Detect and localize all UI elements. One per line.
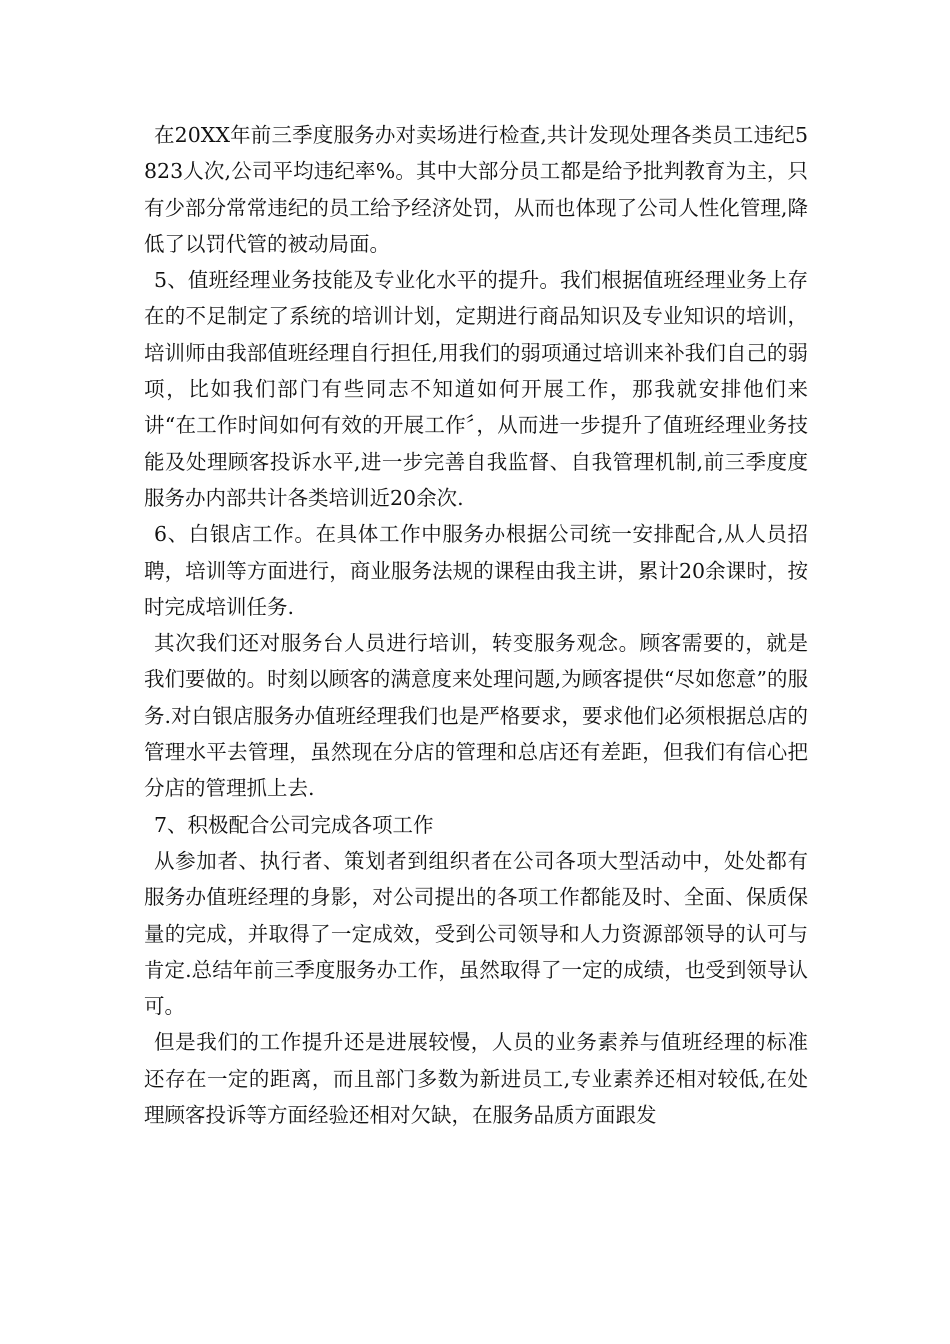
paragraph-shortcomings: 但是我们的工作提升还是进展较慢，人员的业务素养与值班经理的标准还存在一定的距离，而且部门多数为新进员工,专业素养还相对较低,在处理顾客投诉等方面经验还相对欠缺，在服务品质方面跟发	[144, 1030, 808, 1128]
paragraph-service-desk-training: 其次我们还对服务台人员进行培训，转变服务观念。顾客需要的，就是我们要做的。时刻以顾客的满意度来处理问题,为顾客提供“尽如您意”的服务.对白银店服务办值班经理我们也是严格要求，要求他们必须根据总店的管理水平去管理，虽然现在分店的管理和总店还有差距，但我们有信心把分店的管理抓上去.	[144, 631, 808, 801]
document-body	[144, 117, 808, 1133]
paragraph-heading-cooperation: 7、积极配合公司完成各项工作	[154, 812, 434, 837]
paragraph-baiyin-store: 6、白银店工作。在具体工作中服务办根据公司统一安排配合,从人员招聘，培训等方面进行，商业服务法规的课程由我主讲，累计20余课时，按时完成培训任务.	[144, 522, 808, 619]
paragraph-company-activities: 从参加者、执行者、策划者到组织者在公司各项大型活动中，处处都有服务办值班经理的身影，对公司提出的各项工作都能及时、全面、保质保量的完成，并取得了一定成效，受到公司领导和人力资源部领导的认可与肯定.总结年前三季度服务办工作，虽然取得了一定的成绩，也受到领导认可。	[144, 848, 808, 1019]
paragraph-manager-training: 5、值班经理业务技能及专业化水平的提升。我们根据值班经理业务上存在的不足制定了系统的培训计划，定期进行商品知识及专业知识的培训，培训师由我部值班经理自行担任,用我们的弱项通过培训来补我们自己的弱项，比如我们部门有些同志不知道如何开展工作，那我就安排他们来讲“在工作时间如何有效的开展工作〞，从而进一步提升了值班经理业务技能及处理顾客投诉水平,进一步完善自我监督、自我管理机制,前三季度度服务办内部共计各类培训近20余次.	[144, 268, 808, 510]
paragraph-violation-inspection: 在20XX年前三季度服务办对卖场进行检查,共计发现处理各类员工违纪5823人次,公司平均违纪率%。其中大部分员工都是给予批判教育为主，只有少部分常常违纪的员工给予经济处罚，从而也体现了公司人性化管理,降低了以罚代管的被动局面。	[144, 123, 808, 256]
